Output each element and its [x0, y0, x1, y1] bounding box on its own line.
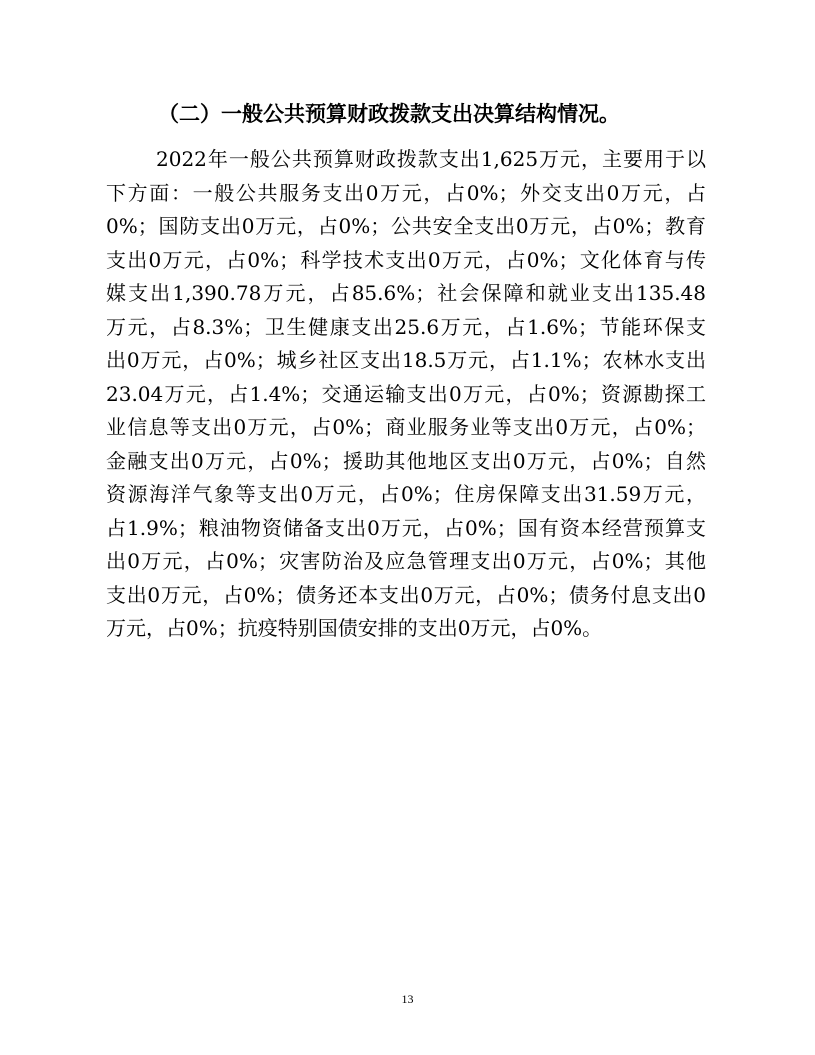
body-paragraph	[106, 143, 706, 646]
paragraph-line: 出0万元，占0%；城乡社区支出18.5万元，占1.1%；农林水支出	[106, 348, 706, 372]
paragraph-line: 媒支出1,390.78万元，占85.6%；社会保障和就业支出135.48	[106, 281, 706, 305]
paragraph-line: 占1.9%；粮油物资储备支出0万元，占0%；国有资本经营预算支	[106, 515, 706, 540]
paragraph-line: 支出0万元，占0%；债务还本支出0万元，占0%；债务付息支出0	[106, 582, 706, 607]
paragraph-line: 23.04万元，占1.4%；交通运输支出0万元，占0%；资源勘探工	[106, 381, 706, 406]
paragraph-line: 2022年一般公共预算财政拨款支出1,625万元，主要用于以	[156, 147, 706, 171]
section-heading: （二）一般公共预算财政拨款支出决算结构情况。	[158, 102, 620, 126]
paragraph-line: 支出0万元，占0%；科学技术支出0万元，占0%；文化体育与传	[106, 247, 706, 272]
page-number: 13	[401, 992, 414, 1006]
paragraph-line: 资源海洋气象等支出0万元，占0%；住房保障支出31.59万元，	[106, 482, 706, 506]
paragraph-line: 业信息等支出0万元，占0%；商业服务业等支出0万元，占0%；	[106, 415, 706, 439]
paragraph-line: 0%；国防支出0万元，占0%；公共安全支出0万元，占0%；教育	[106, 214, 706, 238]
paragraph-line: 万元，占0%；抗疫特别国债安排的支出0万元，占0%。	[106, 616, 603, 640]
paragraph-line: 金融支出0万元，占0%；援助其他地区支出0万元，占0%；自然	[106, 448, 706, 473]
paragraph-line: 万元，占8.3%；卫生健康支出25.6万元，占1.6%；节能环保支	[106, 314, 706, 339]
paragraph-line: 下方面：一般公共服务支出0万元，占0%；外交支出0万元，占	[106, 180, 706, 205]
paragraph-line: 出0万元，占0%；灾害防治及应急管理支出0万元，占0%；其他	[106, 549, 706, 573]
